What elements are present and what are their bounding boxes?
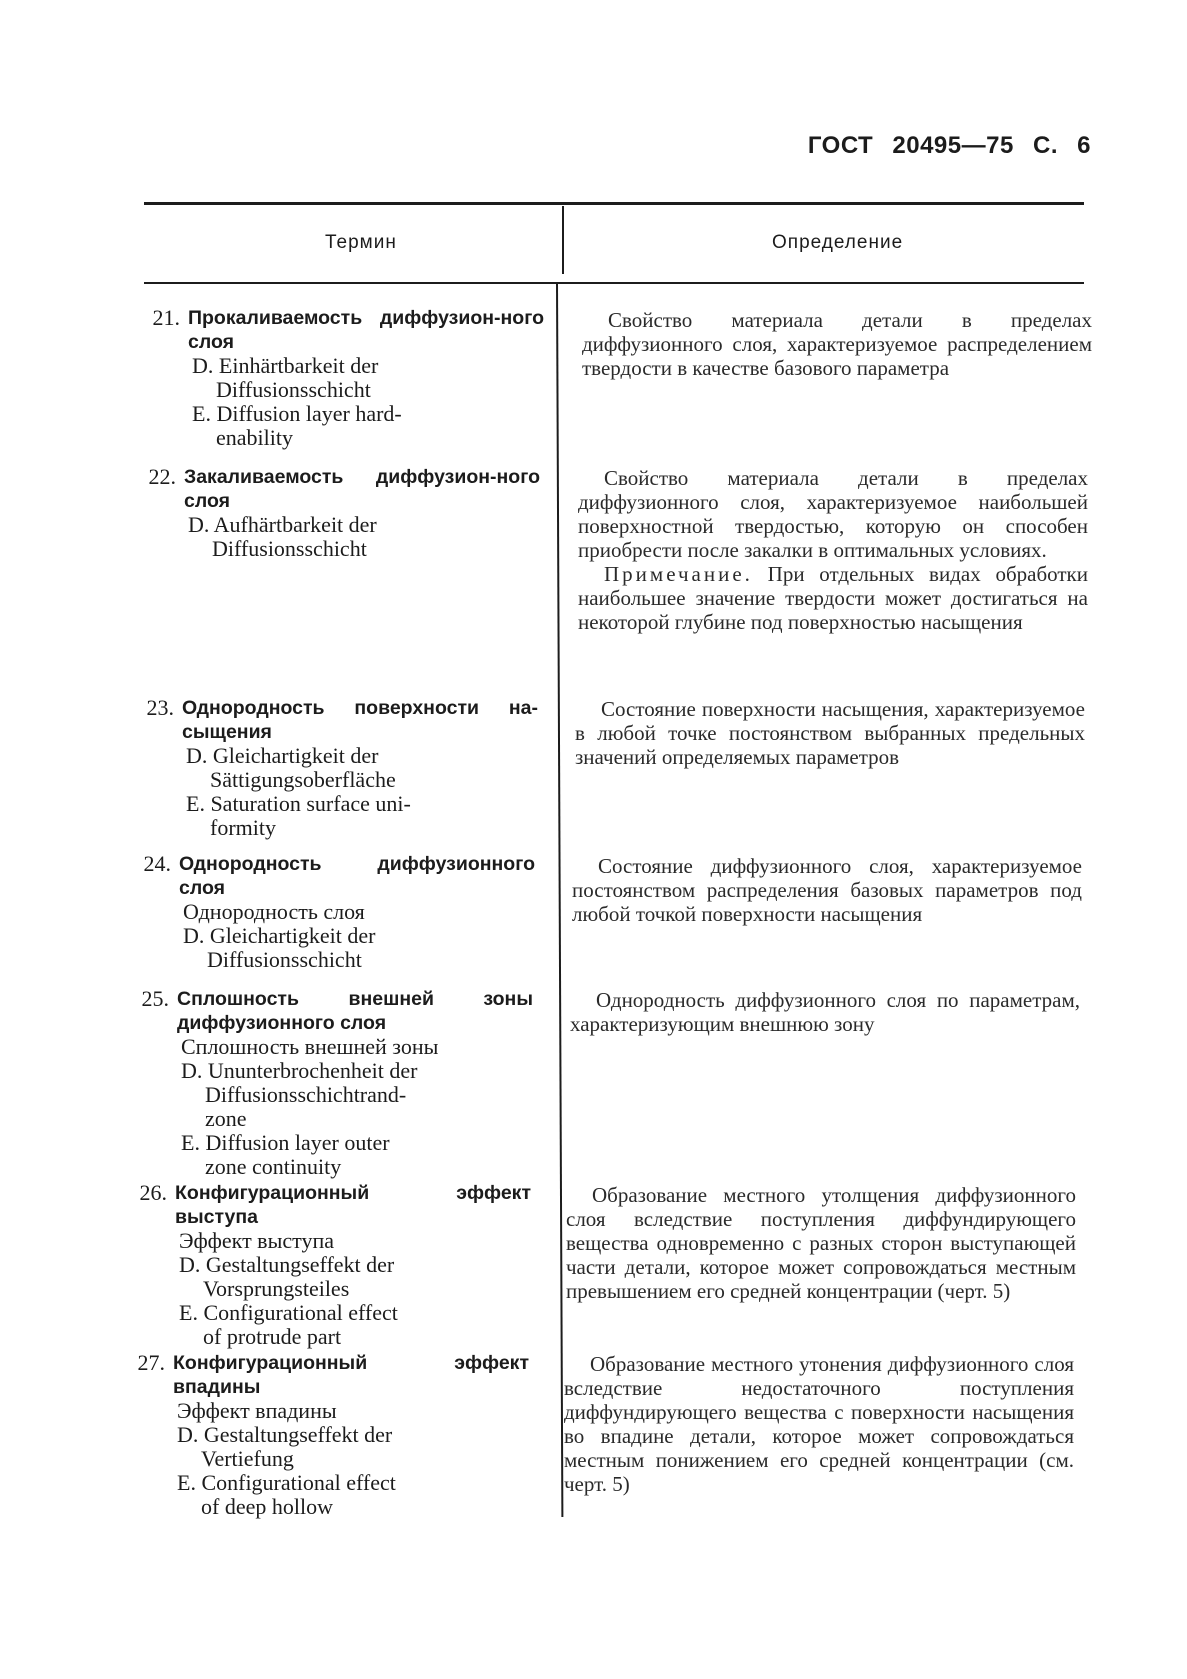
term-synonym-line: Однородность слоя <box>183 899 365 924</box>
term-cell <box>133 987 533 1179</box>
term-foreign-continuation: formity <box>210 815 276 840</box>
term-synonym-line: Эффект впадины <box>177 1398 337 1423</box>
term-column-header: Термин <box>325 232 397 253</box>
term-cell <box>135 852 535 972</box>
term-title: Закаливаемость диффузион-ного слоя <box>184 466 540 512</box>
term-title: Сплошность внешней зоны диффузионного слоя <box>177 988 533 1034</box>
term-title: Конфигурационный эффект выступа <box>175 1182 531 1228</box>
definition-text: Состояние диффузионного слоя, характеризуемое постоянством распределения базовых параметров под любой точкой поверхности насыщения <box>572 854 1082 926</box>
term-number: 25. <box>141 986 169 1011</box>
definition-cell <box>570 988 1080 1036</box>
column-divider-header <box>562 206 564 274</box>
definition-cell <box>564 1352 1074 1496</box>
definition-text: Свойство материала детали в пределах диффузионного слоя, характеризуемое распределением твердости в качестве базового параметра <box>582 308 1092 380</box>
definition-cell <box>572 854 1082 926</box>
term-cell <box>144 306 544 450</box>
term-foreign-continuation: Diffusionsschicht <box>207 947 362 972</box>
term-synonym-line: E. Saturation surface uni- <box>186 791 411 816</box>
term-foreign-continuation: Diffusionsschicht <box>216 377 371 402</box>
term-synonym-line: D. Ununterbrochenheit der <box>181 1058 418 1083</box>
term-foreign-continuation: of deep hollow <box>201 1494 333 1519</box>
term-foreign-continuation: Sättigungsoberfläche <box>210 767 396 792</box>
term-foreign-continuation: of protrude part <box>203 1324 342 1349</box>
term-title: Конфигурационный эффект впадины <box>173 1352 529 1398</box>
term-number: 24. <box>143 851 171 876</box>
term-synonym-line: D. Gleichartigkeit der <box>186 743 379 768</box>
table-top-rule <box>144 202 1084 205</box>
definition-column-header: Определение <box>772 232 904 253</box>
term-number: 23. <box>146 695 174 720</box>
note-label: Примечание. <box>604 562 753 586</box>
term-foreign-continuation: enability <box>216 425 293 450</box>
term-title: Однородность диффузионного слоя <box>179 853 535 899</box>
term-number: 21. <box>152 305 180 330</box>
term-foreign-continuation: Diffusionsschicht <box>212 536 367 561</box>
term-foreign-continuation: Diffusionsschichtrand- <box>205 1082 407 1107</box>
page-header: ГОСТ 20495—75 С. 6 <box>807 132 1091 159</box>
definition-cell <box>582 308 1092 380</box>
definition-cell <box>575 697 1085 769</box>
definition-cell <box>566 1183 1076 1303</box>
term-foreign-continuation: Vorsprungsteiles <box>203 1276 350 1301</box>
term-synonym-line: D. Gestaltungseffekt der <box>179 1252 395 1277</box>
term-foreign-continuation: Vertiefung <box>201 1446 294 1471</box>
term-synonym-line: Эффект выступа <box>179 1228 334 1253</box>
table-header-rule <box>144 282 1084 284</box>
definition-text: Образование местного утонения диффузионного слоя вследствие недостаточного поступления диффундирующего вещества с поверхности насыщения во впадине детали, которое может сопровождаться местным понижением его средней концентрации (см. черт. 5) <box>564 1352 1074 1496</box>
term-cell <box>129 1351 529 1519</box>
term-synonym-line: E. Diffusion layer hard- <box>192 401 402 426</box>
term-number: 22. <box>148 464 176 489</box>
term-foreign-continuation: zone continuity <box>205 1154 342 1179</box>
definition-cell <box>578 466 1088 634</box>
term-number: 26. <box>139 1180 167 1205</box>
term-synonym-line: D. Einhärtbarkeit der <box>192 353 379 378</box>
definition-text: Состояние поверхности насыщения, характеризуемое в любой точке постоянством выбранных предельных значений определяемых параметров <box>575 697 1085 769</box>
term-synonym-line: D. Gleichartigkeit der <box>183 923 376 948</box>
definition-text: Свойство материала детали в пределах диффузионного слоя, характеризуемое наибольшей поверхностной твердостью, которую он способен приобрести после закалки в оптимальных условиях. <box>578 466 1088 562</box>
term-synonym-line: D. Aufhärtbarkeit der <box>188 512 377 537</box>
definition-text: Однородность диффузионного слоя по параметрам, характеризующим внешнюю зону <box>570 988 1080 1036</box>
term-title: Прокаливаемость диффузион-ного слоя <box>188 307 544 353</box>
column-divider-body <box>556 282 563 1517</box>
term-synonym-line: E. Configurational effect <box>179 1300 398 1325</box>
term-cell <box>131 1181 531 1349</box>
term-cell <box>138 696 538 840</box>
term-synonym-line: E. Diffusion layer outer <box>181 1130 390 1155</box>
term-synonym-line: D. Gestaltungseffekt der <box>177 1422 393 1447</box>
term-title: Однородность поверхности на-сыщения <box>182 697 538 743</box>
term-synonym-line: Сплошность внешней зоны <box>181 1034 439 1059</box>
note-text: При отдельных видах обработки наибольшее значение твердости может достигаться на некоторой глубине под поверхностью насыщения <box>578 562 1088 634</box>
definition-text: Образование местного утолщения диффузионного слоя вследствие поступления диффундирующего вещества одновременно с разных сторон выступающей части детали, которое может сопровождаться местным превышением его средней концентрации (черт. 5) <box>566 1183 1076 1303</box>
term-cell <box>140 465 540 561</box>
term-synonym-line: E. Configurational effect <box>177 1470 396 1495</box>
term-number: 27. <box>137 1350 165 1375</box>
definition-note <box>578 562 1088 634</box>
term-foreign-continuation: zone <box>205 1106 247 1131</box>
